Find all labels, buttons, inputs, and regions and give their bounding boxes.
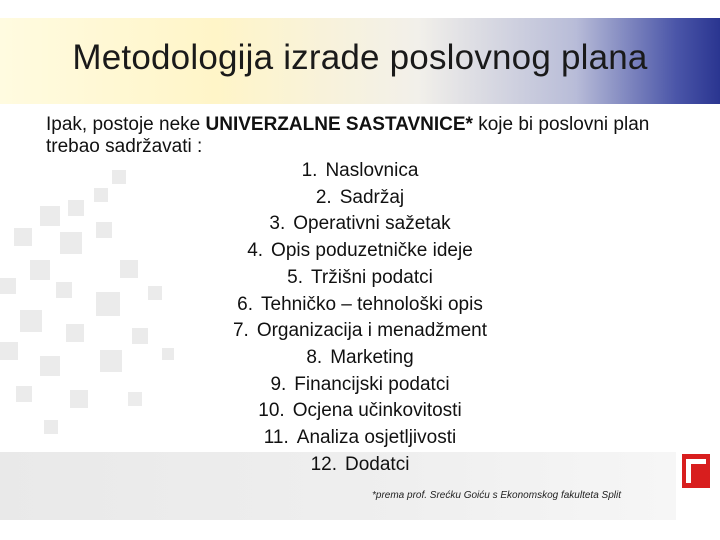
list-item-number: 7. <box>232 320 249 342</box>
list-item-text: Ocjena učinkovitosti <box>292 400 462 422</box>
list-item <box>0 372 720 399</box>
list-item <box>0 318 720 345</box>
list-item <box>0 238 720 265</box>
list-item-text: Sadržaj <box>339 186 405 208</box>
list-item-number: 1. <box>301 160 318 181</box>
list-item-text: Organizacija i menadžment <box>256 320 488 342</box>
list-item-number: 3. <box>269 213 286 235</box>
list-item-number: 11. <box>263 427 289 449</box>
list-item-text: Tržišni podatci <box>311 266 433 288</box>
list-item-text: Financijski podatci <box>294 373 450 395</box>
list-item <box>0 398 720 425</box>
intro-suffix: koje bi poslovni plan trebao sadržavati : <box>46 114 650 157</box>
list-item <box>0 265 720 292</box>
list-item-number: 6. <box>237 293 254 315</box>
list-item <box>0 345 720 372</box>
list-item <box>0 211 720 238</box>
components-list <box>0 158 720 478</box>
list-item-text: Operativni sažetak <box>293 213 451 235</box>
slide-title: Metodologija izrade poslovnog plana <box>72 38 648 77</box>
list-item-text: Marketing <box>330 346 414 368</box>
list-item-text: Dodatci <box>345 453 410 475</box>
intro-text <box>46 114 666 158</box>
list-item-number: 12. <box>310 453 337 475</box>
list-item <box>0 452 720 479</box>
list-item-text: Naslovnica <box>325 160 419 181</box>
list-item-text: Opis poduzetničke ideje <box>271 240 473 262</box>
list-item <box>0 425 720 452</box>
intro-prefix: Ipak, postoje neke <box>46 114 206 135</box>
list-item <box>0 158 720 185</box>
list-item-number: 2. <box>315 186 332 208</box>
list-item-text: Tehničko – tehnološki opis <box>261 293 483 315</box>
list-item-number: 8. <box>306 346 323 368</box>
list-item <box>0 185 720 212</box>
list-item-text: Analiza osjetljivosti <box>296 427 457 449</box>
intro-bold: UNIVERZALNE SASTAVNICE* <box>205 114 473 135</box>
list-item-number: 4. <box>247 240 264 262</box>
footnote: *prema prof. Srećku Goiću s Ekonomskog fakulteta Split <box>372 490 622 501</box>
list-item-number: 5. <box>287 266 304 288</box>
list-item-number: 10. <box>258 400 285 422</box>
list-item <box>0 292 720 319</box>
list-item-number: 9. <box>270 373 287 395</box>
